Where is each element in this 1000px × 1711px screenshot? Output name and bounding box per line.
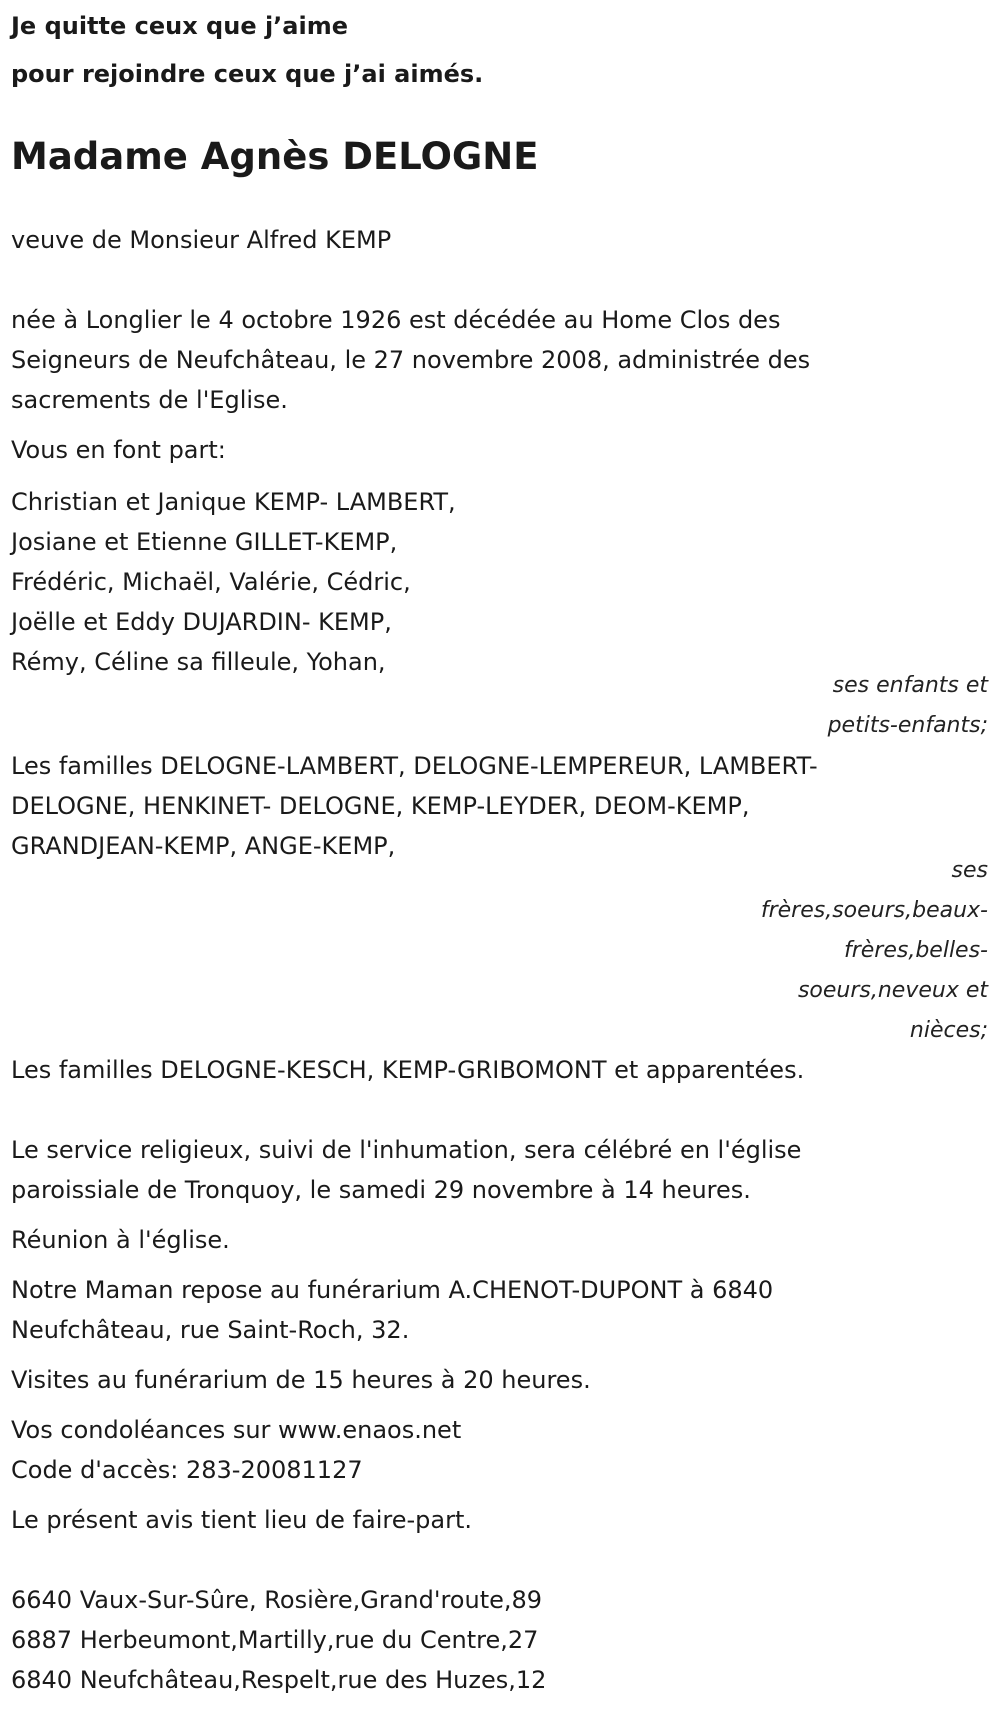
address-line-3: 6840 Neufchâteau,Respelt,rue des Huzes,12 xyxy=(11,1666,547,1694)
children-line-1: Christian et Janique KEMP- LAMBERT, xyxy=(11,488,456,516)
epigraph-line-1: Je quitte ceux que j’aime xyxy=(11,12,349,40)
families-line-2: DELOGNE, HENKINET- DELOGNE, KEMP-LEYDER, DEOM-KEMP, xyxy=(11,792,750,820)
children-line-3: Frédéric, Michaël, Valérie, Cédric, xyxy=(11,568,411,596)
families-role-line-5: nièces; xyxy=(909,1018,988,1043)
children-role-line-1: ses enfants et xyxy=(832,673,988,698)
address-line-1: 6640 Vaux-Sur-Sûre, Rosière,Grand'route,89 xyxy=(11,1586,543,1614)
children-line-5: Rémy, Céline sa filleule, Yohan, xyxy=(11,648,386,676)
epigraph-line-2: pour rejoindre ceux que j’ai aimés. xyxy=(11,60,484,88)
children-line-2: Josiane et Etienne GILLET-KEMP, xyxy=(11,528,398,556)
announce-line: Vous en font part: xyxy=(11,436,226,464)
rest-line-2: Neufchâteau, rue Saint-Roch, 32. xyxy=(11,1316,410,1344)
notice-line: Le présent avis tient lieu de faire-part. xyxy=(11,1506,473,1534)
related-families-line: Les familles DELOGNE-KESCH, KEMP-GRIBOMONT et apparentées. xyxy=(11,1056,805,1084)
service-line-2: paroissiale de Tronquoy, le samedi 29 novembre à 14 heures. xyxy=(11,1176,751,1204)
families-role-line-1: ses xyxy=(951,858,988,883)
visits-line: Visites au funérarium de 15 heures à 20 heures. xyxy=(11,1366,591,1394)
families-role-line-4: soeurs,neveux et xyxy=(797,978,988,1003)
service-line-1: Le service religieux, suivi de l'inhumation, sera célébré en l'église xyxy=(11,1136,802,1164)
birth-death-line-3: sacrements de l'Eglise. xyxy=(11,386,288,414)
condolences-line-2: Code d'accès: 283-20081127 xyxy=(11,1456,363,1484)
children-role-line-2: petits-enfants; xyxy=(827,713,988,738)
meeting-line: Réunion à l'église. xyxy=(11,1226,230,1254)
widow-of-line: veuve de Monsieur Alfred KEMP xyxy=(11,226,392,254)
families-role-line-3: frères,belles- xyxy=(843,938,988,963)
families-role-line-2: frères,soeurs,beaux- xyxy=(760,898,988,923)
families-line-1: Les familles DELOGNE-LAMBERT, DELOGNE-LEMPEREUR, LAMBERT- xyxy=(11,752,818,780)
families-line-3: GRANDJEAN-KEMP, ANGE-KEMP, xyxy=(11,832,396,860)
rest-line-1: Notre Maman repose au funérarium A.CHENOT-DUPONT à 6840 xyxy=(11,1276,774,1304)
condolences-line-1: Vos condoléances sur www.enaos.net xyxy=(11,1416,462,1444)
address-line-2: 6887 Herbeumont,Martilly,rue du Centre,27 xyxy=(11,1626,539,1654)
birth-death-line-2: Seigneurs de Neufchâteau, le 27 novembre 2008, administrée des xyxy=(11,346,811,374)
birth-death-line-1: née à Longlier le 4 octobre 1926 est décédée au Home Clos des xyxy=(11,306,781,334)
deceased-name-title: Madame Agnès DELOGNE xyxy=(11,135,539,178)
children-line-4: Joëlle et Eddy DUJARDIN- KEMP, xyxy=(11,608,392,636)
